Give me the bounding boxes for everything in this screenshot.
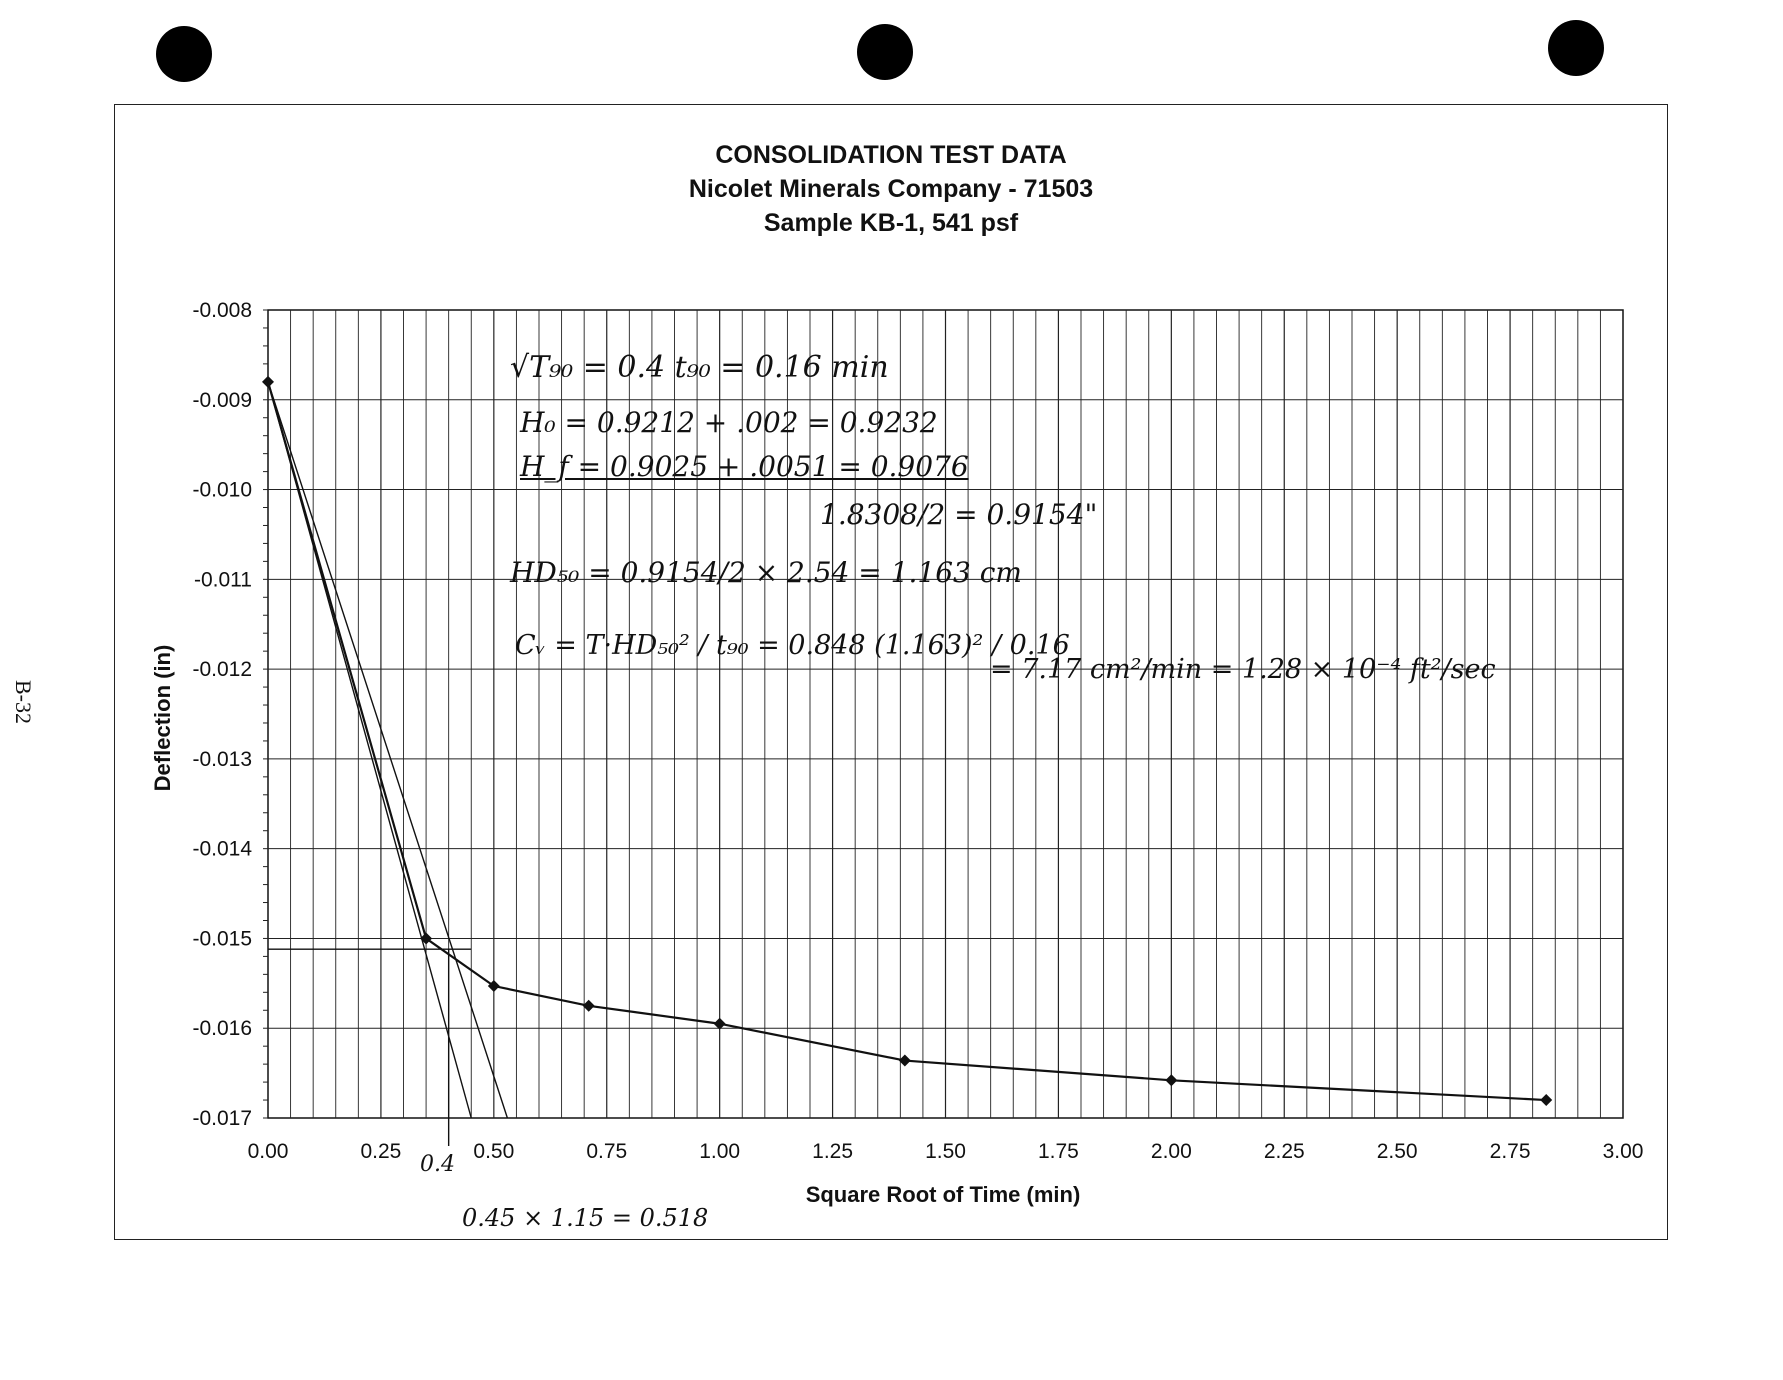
y-tick-label: -0.017: [192, 1107, 252, 1130]
y-tick-label: -0.011: [194, 568, 252, 592]
chart-subtitle: Nicolet Minerals Company - 71503: [688, 175, 1094, 203]
annotation-hf: H_f = 0.9025 + .0051 = 0.9076: [520, 450, 969, 483]
x-tick-label: 0.75: [586, 1140, 628, 1163]
x-tick-label: 2.25: [1263, 1140, 1305, 1163]
x-tick-label: 1.75: [1037, 1140, 1079, 1163]
data-point: [1540, 1094, 1552, 1106]
annotation-cv-result: = 7.17 cm²/min = 1.28 × 10⁻⁴ ft²/sec: [990, 654, 1496, 685]
page-code: B-32: [11, 680, 36, 724]
x-tick-label: 2.75: [1489, 1140, 1531, 1163]
y-tick-label: -0.013: [192, 747, 252, 771]
x-tick-label: 1.25: [812, 1140, 854, 1163]
chart-subtitle-2: Sample KB-1, 541 psf: [763, 209, 1019, 237]
x-tick-label: 0.50: [473, 1140, 515, 1163]
annotation-bottom-calc: 0.45 × 1.15 = 0.518: [462, 1204, 709, 1232]
annotation-avg: 1.8308/2 = 0.9154": [820, 498, 1098, 531]
x-tick-label: 2.00: [1150, 1140, 1192, 1163]
y-tick-label: -0.009: [192, 388, 252, 412]
y-tick-label: -0.014: [192, 837, 252, 861]
x-tick-label: 0.25: [360, 1140, 402, 1163]
data-point: [262, 376, 274, 388]
annotation-h0: H₀ = 0.9212 + .002 = 0.9232: [520, 406, 938, 439]
y-axis-label: Deflection (in): [150, 644, 175, 792]
x-axis-label: Square Root of Time (min): [805, 1182, 1081, 1207]
data-point: [1165, 1074, 1177, 1086]
y-tick-label: -0.016: [192, 1017, 252, 1041]
series: [262, 376, 1552, 1106]
annotation-cv-formula: Cᵥ = T·HD₅₀² / t₉₀ = 0.848 (1.163)² / 0.16: [515, 630, 1070, 661]
x-tick-label: 0.00: [247, 1140, 289, 1163]
x-tick-label: 2.50: [1376, 1140, 1418, 1163]
chart-title: CONSOLIDATION TEST DATA: [715, 141, 1067, 169]
annotation-t90: √T₉₀ = 0.4 t₉₀ = 0.16 min: [510, 350, 889, 385]
y-tick-label: -0.010: [192, 478, 252, 502]
annotation-mark-04: 0.4: [420, 1152, 455, 1177]
x-tick-label: 1.50: [925, 1140, 966, 1163]
y-tick-label: -0.015: [192, 927, 252, 951]
x-tick-label: 1.00: [699, 1140, 741, 1163]
annotation-hd50: HD₅₀ = 0.9154/2 × 2.54 = 1.163 cm: [510, 556, 1022, 589]
y-tick-label: -0.008: [192, 299, 252, 322]
grid: [263, 310, 1623, 1118]
y-tick-label: -0.012: [192, 658, 252, 682]
x-tick-label: 3.00: [1602, 1140, 1644, 1163]
